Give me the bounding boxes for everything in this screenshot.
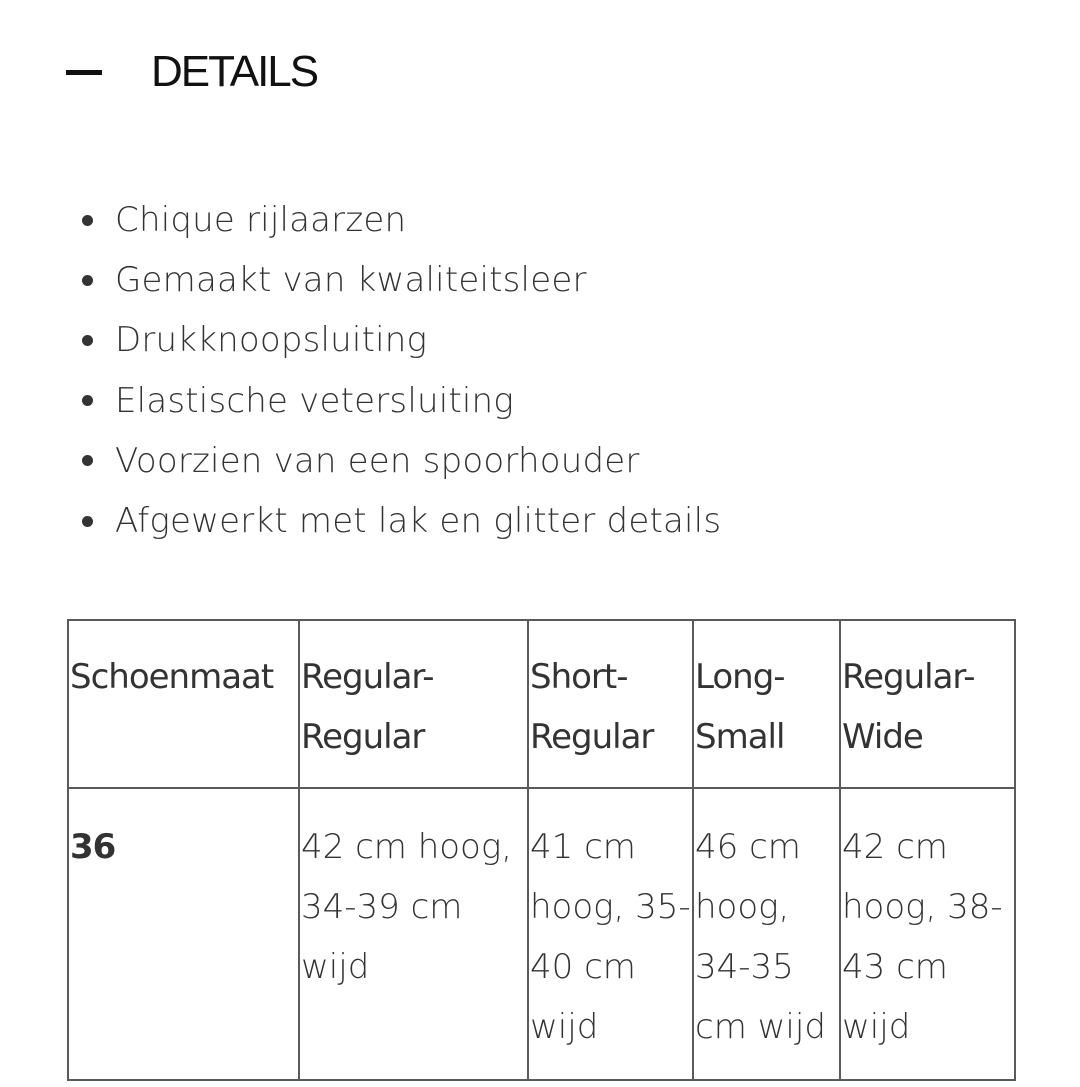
list-item <box>78 491 721 551</box>
table-row <box>68 788 1015 1080</box>
bullet-icon <box>82 275 93 286</box>
list-item <box>78 250 721 310</box>
list-item <box>78 371 721 431</box>
cell-regular-regular: 42 cm hoog, 34-39 cm wijd <box>299 788 528 1080</box>
feature-text: Drukknoopsluiting <box>115 320 428 361</box>
table-header-row <box>68 620 1015 788</box>
cell-short-regular: 41 cm hoog, 35-40 cm wijd <box>528 788 693 1080</box>
feature-text: Chique rijlaarzen <box>115 200 407 240</box>
feature-text: Gemaakt van kwaliteitsleer <box>115 260 587 301</box>
section-title: DETAILS <box>151 47 318 96</box>
bullet-icon <box>82 335 93 346</box>
header-short-regular: Short-Regular <box>528 620 693 788</box>
bullet-icon <box>82 395 93 406</box>
cell-size: 36 <box>68 788 299 1080</box>
details-section-header[interactable] <box>66 44 317 100</box>
feature-text: Afgewerkt met lak en glitter details <box>115 500 722 541</box>
header-long-small: Long-Small <box>693 620 840 788</box>
list-item <box>78 310 721 370</box>
list-item <box>78 190 721 250</box>
size-chart-table <box>67 619 1016 1081</box>
feature-list <box>78 190 721 551</box>
list-item <box>78 431 721 491</box>
header-regular-wide: Regular-Wide <box>840 620 1015 788</box>
cell-long-small: 46 cm hoog, 34-35 cm wijd <box>693 788 840 1080</box>
minus-icon[interactable] <box>66 70 102 75</box>
bullet-icon <box>82 516 93 527</box>
feature-text: Elastische vetersluiting <box>115 380 514 421</box>
bullet-icon <box>82 215 93 226</box>
feature-text: Voorzien van een spoorhouder <box>115 440 640 481</box>
bullet-icon <box>82 455 93 466</box>
header-shoe-size: Schoenmaat <box>68 620 299 788</box>
cell-regular-wide: 42 cm hoog, 38-43 cm wijd <box>840 788 1015 1080</box>
header-regular-regular: Regular-Regular <box>299 620 528 788</box>
